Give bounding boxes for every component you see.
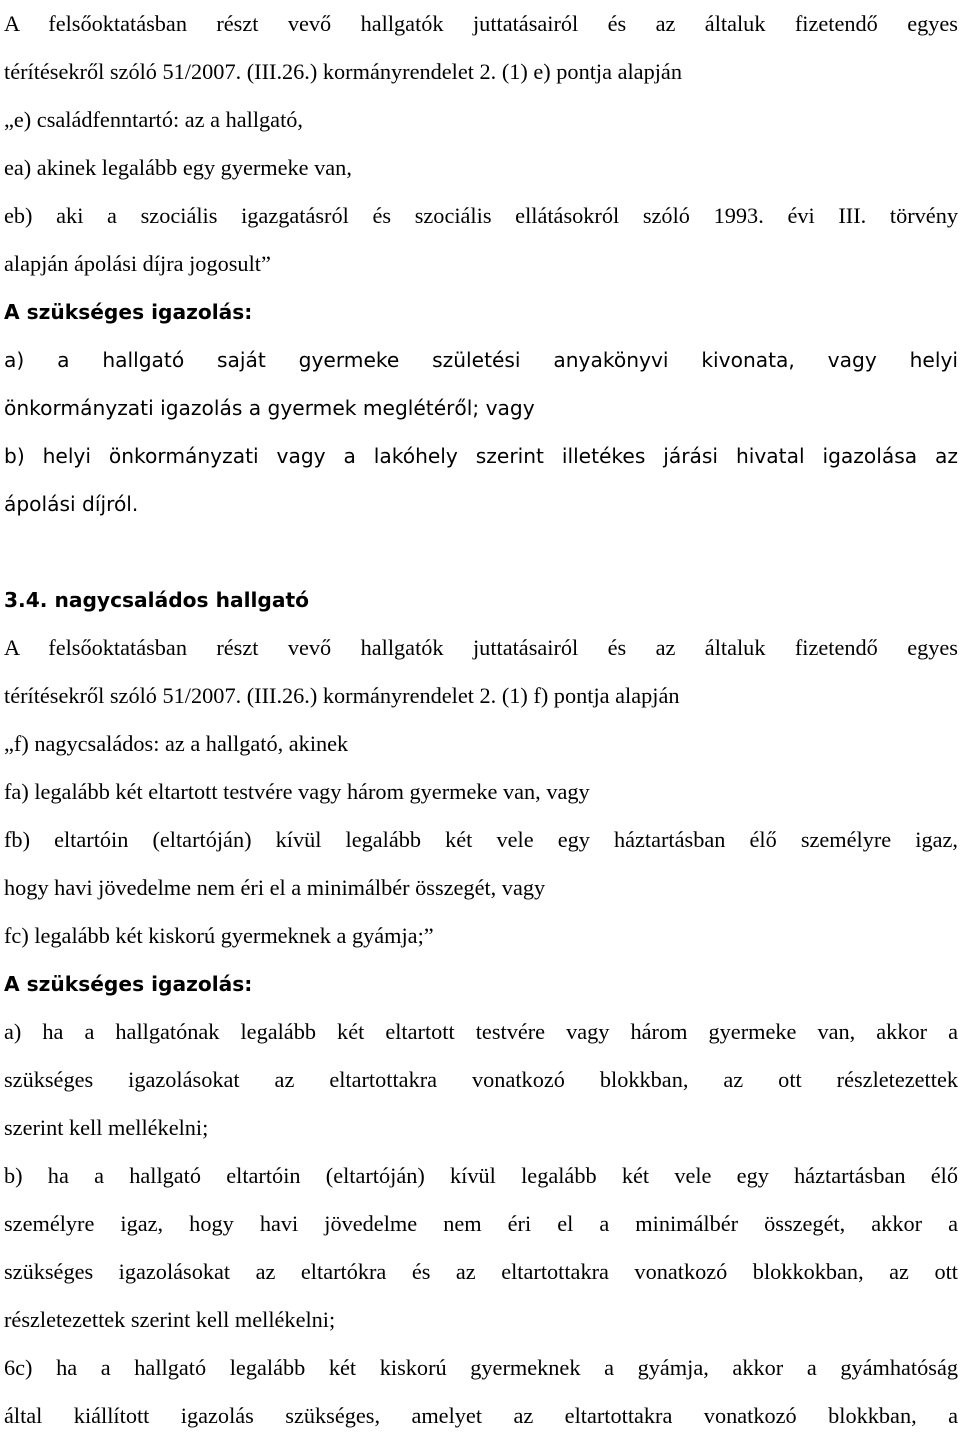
- proof-item-line: szükséges igazolásokat az eltartókra és az eltartottakra vonatkozó blokkokban, az ott: [4, 1259, 958, 1284]
- section-title: 3.4. nagycsaládos hallgató: [4, 588, 310, 612]
- proof-item-line: b) helyi önkormányzati vagy a lakóhely szerint illetékes járási hivatal igazolása az: [4, 444, 958, 468]
- proof-item-line: önkormányzati igazolás a gyermek meglétéről; vagy: [4, 396, 535, 420]
- proof-item-line: által kiállított igazolás szükséges, amelyet az eltartottakra vonatkozó blokkban, a: [4, 1403, 958, 1428]
- proof-item-line: a) a hallgató saját gyermeke születési anyakönyvi kivonata, vagy helyi: [4, 348, 958, 372]
- definition-line: hogy havi jövedelme nem éri el a minimálbér összegét, vagy: [4, 875, 546, 900]
- spacer: [4, 528, 958, 576]
- required-proof-heading: A szükséges igazolás:: [4, 972, 253, 996]
- definition-line: ea) akinek legalább egy gyermeke van,: [4, 155, 352, 180]
- proof-item-line: 6c) ha a hallgató legalább két kiskorú gyermeknek a gyámja, akkor a gyámhatóság: [4, 1355, 958, 1380]
- regulation-intro-line: térítésekről szóló 51/2007. (III.26.) kormányrendelet 2. (1) f) pontja alapján: [4, 683, 680, 708]
- document-page: [4, 0, 958, 1440]
- definition-line: „f) nagycsaládos: az a hallgató, akinek: [4, 731, 349, 756]
- definition-line: eb) aki a szociális igazgatásról és szociális ellátásokról szóló 1993. évi III. törvény: [4, 203, 958, 228]
- definition-line: „e) családfenntartó: az a hallgató,: [4, 107, 303, 132]
- definition-line: fc) legalább két kiskorú gyermeknek a gyámja;”: [4, 923, 434, 948]
- definition-line: alapján ápolási díjra jogosult”: [4, 251, 271, 276]
- proof-item-line: személyre igaz, hogy havi jövedelme nem éri el a minimálbér összegét, akkor a: [4, 1211, 958, 1236]
- required-proof-heading: A szükséges igazolás:: [4, 300, 253, 324]
- regulation-intro-line: A felsőoktatásban részt vevő hallgatók juttatásairól és az általuk fizetendő egyes: [4, 11, 958, 36]
- definition-line: fa) legalább két eltartott testvére vagy három gyermeke van, vagy: [4, 779, 590, 804]
- proof-item-line: a) ha a hallgatónak legalább két eltartott testvére vagy három gyermeke van, akkor a: [4, 1019, 958, 1044]
- proof-item-line: szerint kell mellékelni;: [4, 1115, 209, 1140]
- proof-item-line: szükséges igazolásokat az eltartottakra vonatkozó blokkban, az ott részletezettek: [4, 1067, 958, 1092]
- proof-item-line: részletezettek szerint kell mellékelni;: [4, 1307, 336, 1332]
- regulation-intro-line: térítésekről szóló 51/2007. (III.26.) kormányrendelet 2. (1) e) pontja alapján: [4, 59, 682, 84]
- proof-item-line: ápolási díjról.: [4, 492, 139, 516]
- regulation-intro-line: A felsőoktatásban részt vevő hallgatók juttatásairól és az általuk fizetendő egyes: [4, 635, 958, 660]
- proof-item-line: b) ha a hallgató eltartóin (eltartóján) kívül legalább két vele egy háztartásban élő: [4, 1163, 958, 1188]
- definition-line: fb) eltartóin (eltartóján) kívül legalább két vele egy háztartásban élő személyre igaz,: [4, 827, 958, 852]
